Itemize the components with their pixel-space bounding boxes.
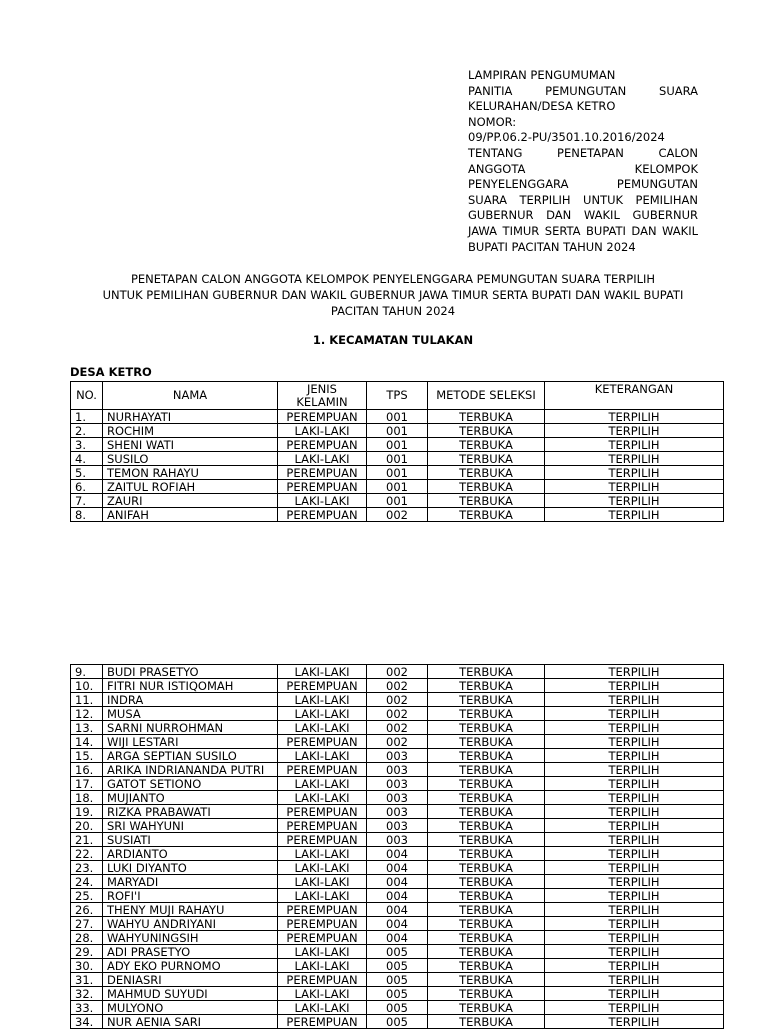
- cell-tps: 002: [367, 679, 428, 693]
- cell-keterangan: TERPILIH: [545, 959, 724, 973]
- cell-keterangan: TERPILIH: [545, 917, 724, 931]
- cell-keterangan: TERPILIH: [545, 438, 724, 452]
- cell-metode: TERBUKA: [428, 805, 545, 819]
- cell-no: 17.: [71, 777, 103, 791]
- cell-nama: RIZKA PRABAWATI: [103, 805, 278, 819]
- cell-no: 29.: [71, 945, 103, 959]
- header-line: JAWA TIMUR SERTA BUPATI DAN WAKIL: [468, 223, 698, 238]
- header-line: GUBERNUR DAN WAKIL GUBERNUR: [468, 208, 698, 223]
- cell-keterangan: TERPILIH: [545, 945, 724, 959]
- table-row: [71, 707, 724, 721]
- cell-nama: SARNI NURROHMAN: [103, 721, 278, 735]
- cell-metode: TERBUKA: [428, 735, 545, 749]
- cell-nama: ADY EKO PURNOMO: [103, 959, 278, 973]
- cell-jenis-kelamin: LAKI-LAKI: [278, 847, 367, 861]
- table-row: [71, 931, 724, 945]
- cell-metode: TERBUKA: [428, 749, 545, 763]
- cell-no: 14.: [71, 735, 103, 749]
- cell-no: 7.: [71, 494, 103, 508]
- cell-metode: TERBUKA: [428, 763, 545, 777]
- cell-jenis-kelamin: PEREMPUAN: [278, 410, 367, 424]
- cell-nama: WAHYU ANDRIYANI: [103, 917, 278, 931]
- table-row: [71, 875, 724, 889]
- cell-nama: WIJI LESTARI: [103, 735, 278, 749]
- header-line: TENTANG PENETAPAN CALON: [468, 145, 698, 160]
- cell-jenis-kelamin: PEREMPUAN: [278, 805, 367, 819]
- cell-jenis-kelamin: PEREMPUAN: [278, 679, 367, 693]
- header-keterangan: KETERANGAN: [545, 382, 724, 410]
- cell-nama: MAHMUD SUYUDI: [103, 987, 278, 1001]
- table-row: [71, 903, 724, 917]
- table-row: [71, 679, 724, 693]
- table-row: [71, 721, 724, 735]
- cell-tps: 003: [367, 819, 428, 833]
- header-nama: NAMA: [103, 382, 278, 410]
- cell-jenis-kelamin: LAKI-LAKI: [278, 791, 367, 805]
- cell-tps: 001: [367, 410, 428, 424]
- cell-keterangan: TERPILIH: [545, 735, 724, 749]
- cell-keterangan: TERPILIH: [545, 749, 724, 763]
- cell-tps: 003: [367, 749, 428, 763]
- cell-metode: TERBUKA: [428, 707, 545, 721]
- cell-metode: TERBUKA: [428, 1015, 545, 1029]
- table-row: [71, 763, 724, 777]
- cell-keterangan: TERPILIH: [545, 987, 724, 1001]
- cell-no: 13.: [71, 721, 103, 735]
- table-row: [71, 1001, 724, 1015]
- table-row: [71, 791, 724, 805]
- table-row: [71, 847, 724, 861]
- cell-nama: FITRI NUR ISTIQOMAH: [103, 679, 278, 693]
- cell-tps: 003: [367, 791, 428, 805]
- cell-metode: TERBUKA: [428, 665, 545, 679]
- cell-jenis-kelamin: LAKI-LAKI: [278, 875, 367, 889]
- header-line: ANGGOTA KELOMPOK: [468, 161, 698, 176]
- cell-jenis-kelamin: PEREMPUAN: [278, 917, 367, 931]
- cell-metode: TERBUKA: [428, 847, 545, 861]
- cell-nama: SRI WAHYUNI: [103, 819, 278, 833]
- cell-metode: TERBUKA: [428, 875, 545, 889]
- cell-metode: TERBUKA: [428, 508, 545, 522]
- cell-no: 19.: [71, 805, 103, 819]
- header-line: 09/PP.06.2-PU/3501.10.2016/2024: [468, 130, 665, 145]
- document-title: [70, 271, 716, 319]
- cell-no: 3.: [71, 438, 103, 452]
- cell-metode: TERBUKA: [428, 861, 545, 875]
- cell-nama: ARGA SEPTIAN SUSILO: [103, 749, 278, 763]
- table-row: [71, 805, 724, 819]
- cell-keterangan: TERPILIH: [545, 791, 724, 805]
- cell-metode: TERBUKA: [428, 693, 545, 707]
- cell-no: 28.: [71, 931, 103, 945]
- cell-keterangan: TERPILIH: [545, 875, 724, 889]
- cell-jenis-kelamin: LAKI-LAKI: [278, 721, 367, 735]
- cell-tps: 005: [367, 1001, 428, 1015]
- cell-jenis-kelamin: LAKI-LAKI: [278, 749, 367, 763]
- cell-nama: MUSA: [103, 707, 278, 721]
- cell-nama: ROCHIM: [103, 424, 278, 438]
- cell-tps: 001: [367, 480, 428, 494]
- cell-keterangan: TERPILIH: [545, 466, 724, 480]
- cell-keterangan: TERPILIH: [545, 707, 724, 721]
- header-tps: TPS: [367, 382, 428, 410]
- cell-nama: MUJIANTO: [103, 791, 278, 805]
- cell-jenis-kelamin: LAKI-LAKI: [278, 693, 367, 707]
- cell-jenis-kelamin: PEREMPUAN: [278, 1015, 367, 1029]
- cell-nama: NURHAYATI: [103, 410, 278, 424]
- cell-tps: 003: [367, 763, 428, 777]
- cell-metode: TERBUKA: [428, 410, 545, 424]
- cell-keterangan: TERPILIH: [545, 494, 724, 508]
- cell-metode: TERBUKA: [428, 945, 545, 959]
- cell-tps: 002: [367, 665, 428, 679]
- cell-metode: TERBUKA: [428, 466, 545, 480]
- table-row: [71, 494, 724, 508]
- table-row: [71, 452, 724, 466]
- cell-tps: 001: [367, 494, 428, 508]
- cell-keterangan: TERPILIH: [545, 508, 724, 522]
- header-no: NO.: [71, 382, 103, 410]
- cell-nama: THENY MUJI RAHAYU: [103, 903, 278, 917]
- cell-jenis-kelamin: PEREMPUAN: [278, 735, 367, 749]
- cell-tps: 001: [367, 424, 428, 438]
- cell-jenis-kelamin: PEREMPUAN: [278, 973, 367, 987]
- cell-tps: 004: [367, 861, 428, 875]
- cell-tps: 002: [367, 693, 428, 707]
- cell-keterangan: TERPILIH: [545, 410, 724, 424]
- header-line: LAMPIRAN PENGUMUMAN: [468, 68, 616, 82]
- table-row: [71, 1015, 724, 1029]
- cell-tps: 004: [367, 917, 428, 931]
- cell-tps: 001: [367, 452, 428, 466]
- table-row: [71, 777, 724, 791]
- table-header-row: [71, 382, 724, 410]
- cell-jenis-kelamin: LAKI-LAKI: [278, 1001, 367, 1015]
- cell-tps: 004: [367, 875, 428, 889]
- cell-nama: GATOT SETIONO: [103, 777, 278, 791]
- cell-no: 21.: [71, 833, 103, 847]
- cell-keterangan: TERPILIH: [545, 805, 724, 819]
- table-row: [71, 917, 724, 931]
- title-line: PENETAPAN CALON ANGGOTA KELOMPOK PENYELENGGARA PEMUNGUTAN SUARA TERPILIH: [130, 272, 656, 286]
- cell-metode: TERBUKA: [428, 819, 545, 833]
- cell-nama: NUR AENIA SARI: [103, 1015, 278, 1029]
- cell-no: 2.: [71, 424, 103, 438]
- cell-metode: TERBUKA: [428, 903, 545, 917]
- cell-no: 23.: [71, 861, 103, 875]
- header-line: BUPATI PACITAN TAHUN 2024: [468, 239, 636, 254]
- cell-metode: TERBUKA: [428, 959, 545, 973]
- cell-no: 18.: [71, 791, 103, 805]
- cell-metode: TERBUKA: [428, 833, 545, 847]
- cell-keterangan: TERPILIH: [545, 777, 724, 791]
- cell-jenis-kelamin: PEREMPUAN: [278, 903, 367, 917]
- table-row: [71, 480, 724, 494]
- cell-no: 32.: [71, 987, 103, 1001]
- cell-jenis-kelamin: LAKI-LAKI: [278, 494, 367, 508]
- cell-tps: 003: [367, 833, 428, 847]
- cell-keterangan: TERPILIH: [545, 1015, 724, 1029]
- cell-jenis-kelamin: PEREMPUAN: [278, 931, 367, 945]
- cell-jenis-kelamin: LAKI-LAKI: [278, 452, 367, 466]
- cell-metode: TERBUKA: [428, 777, 545, 791]
- attachment-header: [468, 68, 698, 255]
- cell-nama: ARDIANTO: [103, 847, 278, 861]
- cell-no: 1.: [71, 410, 103, 424]
- table-row: [71, 973, 724, 987]
- cell-tps: 005: [367, 1015, 428, 1029]
- cell-jenis-kelamin: LAKI-LAKI: [278, 959, 367, 973]
- table-row: [71, 889, 724, 903]
- cell-tps: 002: [367, 508, 428, 522]
- cell-no: 26.: [71, 903, 103, 917]
- cell-tps: 001: [367, 438, 428, 452]
- table-row: [71, 508, 724, 522]
- cell-nama: ZAURI: [103, 494, 278, 508]
- cell-jenis-kelamin: LAKI-LAKI: [278, 861, 367, 875]
- cell-no: 33.: [71, 1001, 103, 1015]
- cell-jenis-kelamin: PEREMPUAN: [278, 833, 367, 847]
- cell-tps: 004: [367, 847, 428, 861]
- cell-nama: TEMON RAHAYU: [103, 466, 278, 480]
- cell-no: 16.: [71, 763, 103, 777]
- cell-keterangan: TERPILIH: [545, 1001, 724, 1015]
- table-row: [71, 466, 724, 480]
- cell-jenis-kelamin: LAKI-LAKI: [278, 424, 367, 438]
- cell-nama: WAHYUNINGSIH: [103, 931, 278, 945]
- cell-nama: SUSILO: [103, 452, 278, 466]
- cell-tps: 003: [367, 777, 428, 791]
- cell-no: 12.: [71, 707, 103, 721]
- cell-keterangan: TERPILIH: [545, 721, 724, 735]
- cell-nama: BUDI PRASETYO: [103, 665, 278, 679]
- cell-no: 25.: [71, 889, 103, 903]
- cell-no: 11.: [71, 693, 103, 707]
- cell-nama: SUSIATI: [103, 833, 278, 847]
- cell-jenis-kelamin: PEREMPUAN: [278, 508, 367, 522]
- table-row: [71, 438, 724, 452]
- cell-metode: TERBUKA: [428, 931, 545, 945]
- cell-nama: LUKI DIYANTO: [103, 861, 278, 875]
- cell-tps: 002: [367, 707, 428, 721]
- cell-nama: ROFI'I: [103, 889, 278, 903]
- cell-keterangan: TERPILIH: [545, 889, 724, 903]
- cell-jenis-kelamin: LAKI-LAKI: [278, 777, 367, 791]
- cell-keterangan: TERPILIH: [545, 424, 724, 438]
- cell-jenis-kelamin: LAKI-LAKI: [278, 945, 367, 959]
- cell-keterangan: TERPILIH: [545, 763, 724, 777]
- table-row: [71, 735, 724, 749]
- cell-no: 30.: [71, 959, 103, 973]
- cell-nama: MARYADI: [103, 875, 278, 889]
- cell-no: 10.: [71, 679, 103, 693]
- cell-jenis-kelamin: LAKI-LAKI: [278, 889, 367, 903]
- cell-no: 6.: [71, 480, 103, 494]
- title-line: PACITAN TAHUN 2024: [330, 304, 456, 318]
- cell-jenis-kelamin: PEREMPUAN: [278, 480, 367, 494]
- cell-nama: DENIASRI: [103, 973, 278, 987]
- cell-nama: SHENI WATI: [103, 438, 278, 452]
- cell-tps: 005: [367, 973, 428, 987]
- cell-keterangan: TERPILIH: [545, 819, 724, 833]
- cell-metode: TERBUKA: [428, 791, 545, 805]
- cell-no: 31.: [71, 973, 103, 987]
- cell-metode: TERBUKA: [428, 987, 545, 1001]
- table-row: [71, 819, 724, 833]
- cell-jenis-kelamin: LAKI-LAKI: [278, 707, 367, 721]
- cell-no: 9.: [71, 665, 103, 679]
- cell-jenis-kelamin: LAKI-LAKI: [278, 665, 367, 679]
- header-line: NOMOR:: [468, 114, 517, 129]
- cell-no: 34.: [71, 1015, 103, 1029]
- cell-keterangan: TERPILIH: [545, 847, 724, 861]
- cell-keterangan: TERPILIH: [545, 903, 724, 917]
- table-row: [71, 945, 724, 959]
- cell-keterangan: TERPILIH: [545, 679, 724, 693]
- cell-tps: 004: [367, 903, 428, 917]
- cell-jenis-kelamin: PEREMPUAN: [278, 819, 367, 833]
- cell-no: 22.: [71, 847, 103, 861]
- members-table-continued: [70, 664, 724, 1029]
- cell-tps: 002: [367, 721, 428, 735]
- cell-no: 5.: [71, 466, 103, 480]
- cell-keterangan: TERPILIH: [545, 480, 724, 494]
- cell-metode: TERBUKA: [428, 480, 545, 494]
- cell-metode: TERBUKA: [428, 917, 545, 931]
- cell-no: 8.: [71, 508, 103, 522]
- cell-keterangan: TERPILIH: [545, 665, 724, 679]
- header-line: SUARA TERPILIH UNTUK PEMILIHAN: [468, 192, 698, 207]
- cell-tps: 004: [367, 889, 428, 903]
- header-line: KELURAHAN/DESA KETRO: [468, 99, 616, 114]
- cell-tps: 003: [367, 805, 428, 819]
- cell-metode: TERBUKA: [428, 679, 545, 693]
- title-line: UNTUK PEMILIHAN GUBERNUR DAN WAKIL GUBERNUR JAWA TIMUR SERTA BUPATI DAN WAKIL BUPATI: [102, 288, 684, 302]
- table-row: [71, 424, 724, 438]
- cell-tps: 005: [367, 945, 428, 959]
- cell-no: 4.: [71, 452, 103, 466]
- cell-metode: TERBUKA: [428, 973, 545, 987]
- cell-tps: 001: [367, 466, 428, 480]
- section-heading: 1. KECAMATAN TULAKAN: [312, 333, 474, 347]
- cell-tps: 005: [367, 959, 428, 973]
- cell-jenis-kelamin: PEREMPUAN: [278, 438, 367, 452]
- cell-nama: ADI PRASETYO: [103, 945, 278, 959]
- cell-metode: TERBUKA: [428, 494, 545, 508]
- table-row: [71, 665, 724, 679]
- cell-metode: TERBUKA: [428, 721, 545, 735]
- cell-metode: TERBUKA: [428, 1001, 545, 1015]
- cell-no: 27.: [71, 917, 103, 931]
- cell-tps: 005: [367, 987, 428, 1001]
- cell-keterangan: TERPILIH: [545, 973, 724, 987]
- cell-no: 15.: [71, 749, 103, 763]
- table-row: [71, 693, 724, 707]
- table-row: [71, 749, 724, 763]
- cell-nama: ZAITUL ROFIAH: [103, 480, 278, 494]
- header-metode: METODE SELEKSI: [428, 382, 545, 410]
- cell-no: 24.: [71, 875, 103, 889]
- cell-nama: MULYONO: [103, 1001, 278, 1015]
- desa-heading: DESA KETRO: [70, 365, 152, 379]
- cell-metode: TERBUKA: [428, 452, 545, 466]
- table-row: [71, 987, 724, 1001]
- header-line: PANITIA PEMUNGUTAN SUARA: [468, 83, 698, 98]
- cell-tps: 002: [367, 735, 428, 749]
- cell-metode: TERBUKA: [428, 889, 545, 903]
- cell-keterangan: TERPILIH: [545, 931, 724, 945]
- cell-jenis-kelamin: PEREMPUAN: [278, 466, 367, 480]
- cell-keterangan: TERPILIH: [545, 861, 724, 875]
- members-table: [70, 381, 724, 522]
- cell-keterangan: TERPILIH: [545, 833, 724, 847]
- header-jenis-kelamin: JENIS KELAMIN: [278, 382, 367, 410]
- cell-nama: INDRA: [103, 693, 278, 707]
- table-row: [71, 833, 724, 847]
- cell-metode: TERBUKA: [428, 424, 545, 438]
- table-row: [71, 861, 724, 875]
- cell-tps: 004: [367, 931, 428, 945]
- table-row: [71, 959, 724, 973]
- cell-no: 20.: [71, 819, 103, 833]
- cell-jenis-kelamin: LAKI-LAKI: [278, 987, 367, 1001]
- cell-metode: TERBUKA: [428, 438, 545, 452]
- header-line: PENYELENGGARA PEMUNGUTAN: [468, 177, 698, 192]
- table-row: [71, 410, 724, 424]
- cell-keterangan: TERPILIH: [545, 693, 724, 707]
- cell-keterangan: TERPILIH: [545, 452, 724, 466]
- cell-nama: ARIKA INDRIANANDA PUTRI: [103, 763, 278, 777]
- cell-jenis-kelamin: PEREMPUAN: [278, 763, 367, 777]
- cell-nama: ANIFAH: [103, 508, 278, 522]
